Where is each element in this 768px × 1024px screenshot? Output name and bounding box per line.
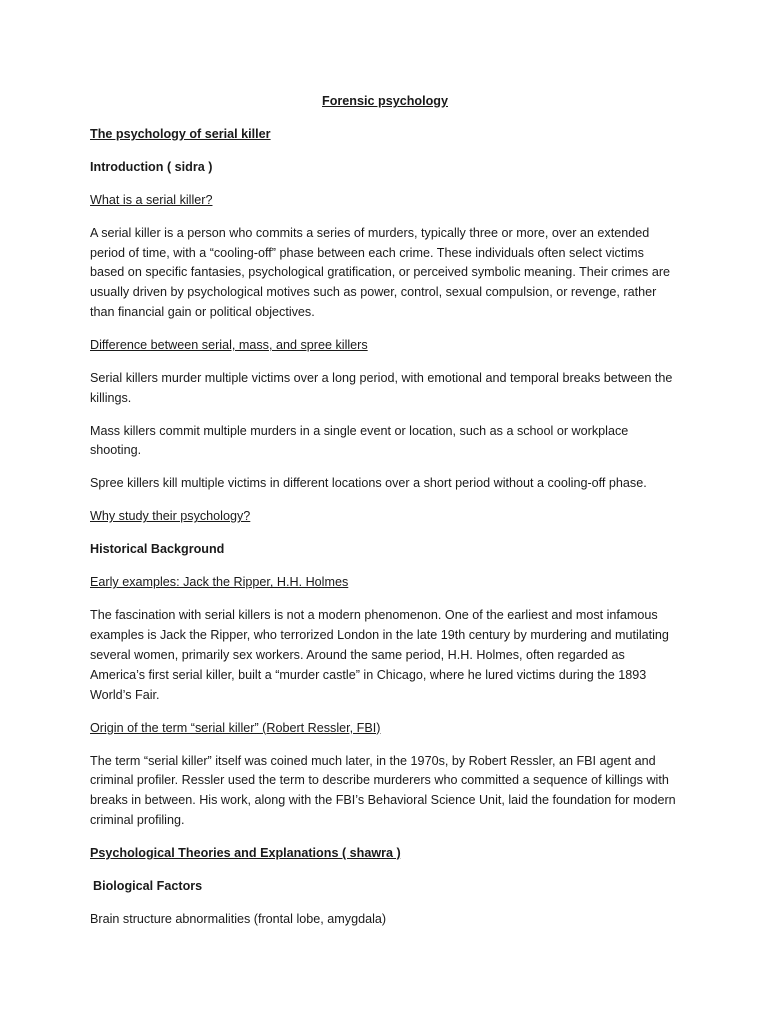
document-title: Forensic psychology <box>322 94 448 108</box>
document-body <box>90 92 680 943</box>
serial-killers-paragraph: Serial killers murder multiple victims over a long period, with emotional and temporal breaks between the killings. <box>90 370 673 405</box>
origin-term-paragraph: The term “serial killer” itself was coined much later, in the 1970s, by Robert Ressler, an FBI agent and criminal profiler. Ressler used the term to describe murderers who committed a sequence of killings with breaks in between. His work, along with the FBI’s Behavioral Science Unit, laid the foundation for modern criminal profiling. <box>90 753 676 827</box>
brain-structure-paragraph: Brain structure abnormalities (frontal lobe, amygdala) <box>90 911 387 926</box>
difference-heading: Difference between serial, mass, and spree killers <box>90 337 368 352</box>
intro-heading: Introduction ( sidra ) <box>90 159 213 174</box>
early-examples-paragraph: The fascination with serial killers is not a modern phenomenon. One of the earliest and most infamous examples is Jack the Ripper, who terrorized London in the late 19th century by murdering and mutilating several women, primarily sex workers. Around the same period, H.H. Holmes, often regarded as America’s first serial killer, built a “murder castle” in Chicago, where he lured victims during the 1893 World’s Fair. <box>90 608 669 702</box>
what-heading: What is a serial killer? <box>90 192 213 207</box>
origin-term-heading: Origin of the term “serial killer” (Robert Ressler, FBI) <box>90 720 381 735</box>
theories-heading: Psychological Theories and Explanations ( shawra ) <box>90 845 401 860</box>
mass-killers-paragraph: Mass killers commit multiple murders in a single event or location, such as a school or workplace shooting. <box>90 423 629 458</box>
document-subtitle: The psychology of serial killer <box>90 126 271 141</box>
early-examples-heading: Early examples: Jack the Ripper, H.H. Holmes <box>90 575 349 590</box>
why-study-heading: Why study their psychology? <box>90 509 251 524</box>
spree-killers-paragraph: Spree killers kill multiple victims in different locations over a short period without a cooling-off phase. <box>90 476 647 491</box>
historical-background-heading: Historical Background <box>90 542 225 557</box>
biological-factors-heading: Biological Factors <box>93 878 203 893</box>
what-paragraph: A serial killer is a person who commits a series of murders, typically three or more, over an extended period of time, with a “cooling-off” phase between each crime. These individuals often select victims based on specific fantasies, psychological gratification, or perceived symbolic meaning. Their crimes are usually driven by psychological motives such as power, control, sexual compulsion, or revenge, rather than financial gain or political objectives. <box>90 225 671 319</box>
